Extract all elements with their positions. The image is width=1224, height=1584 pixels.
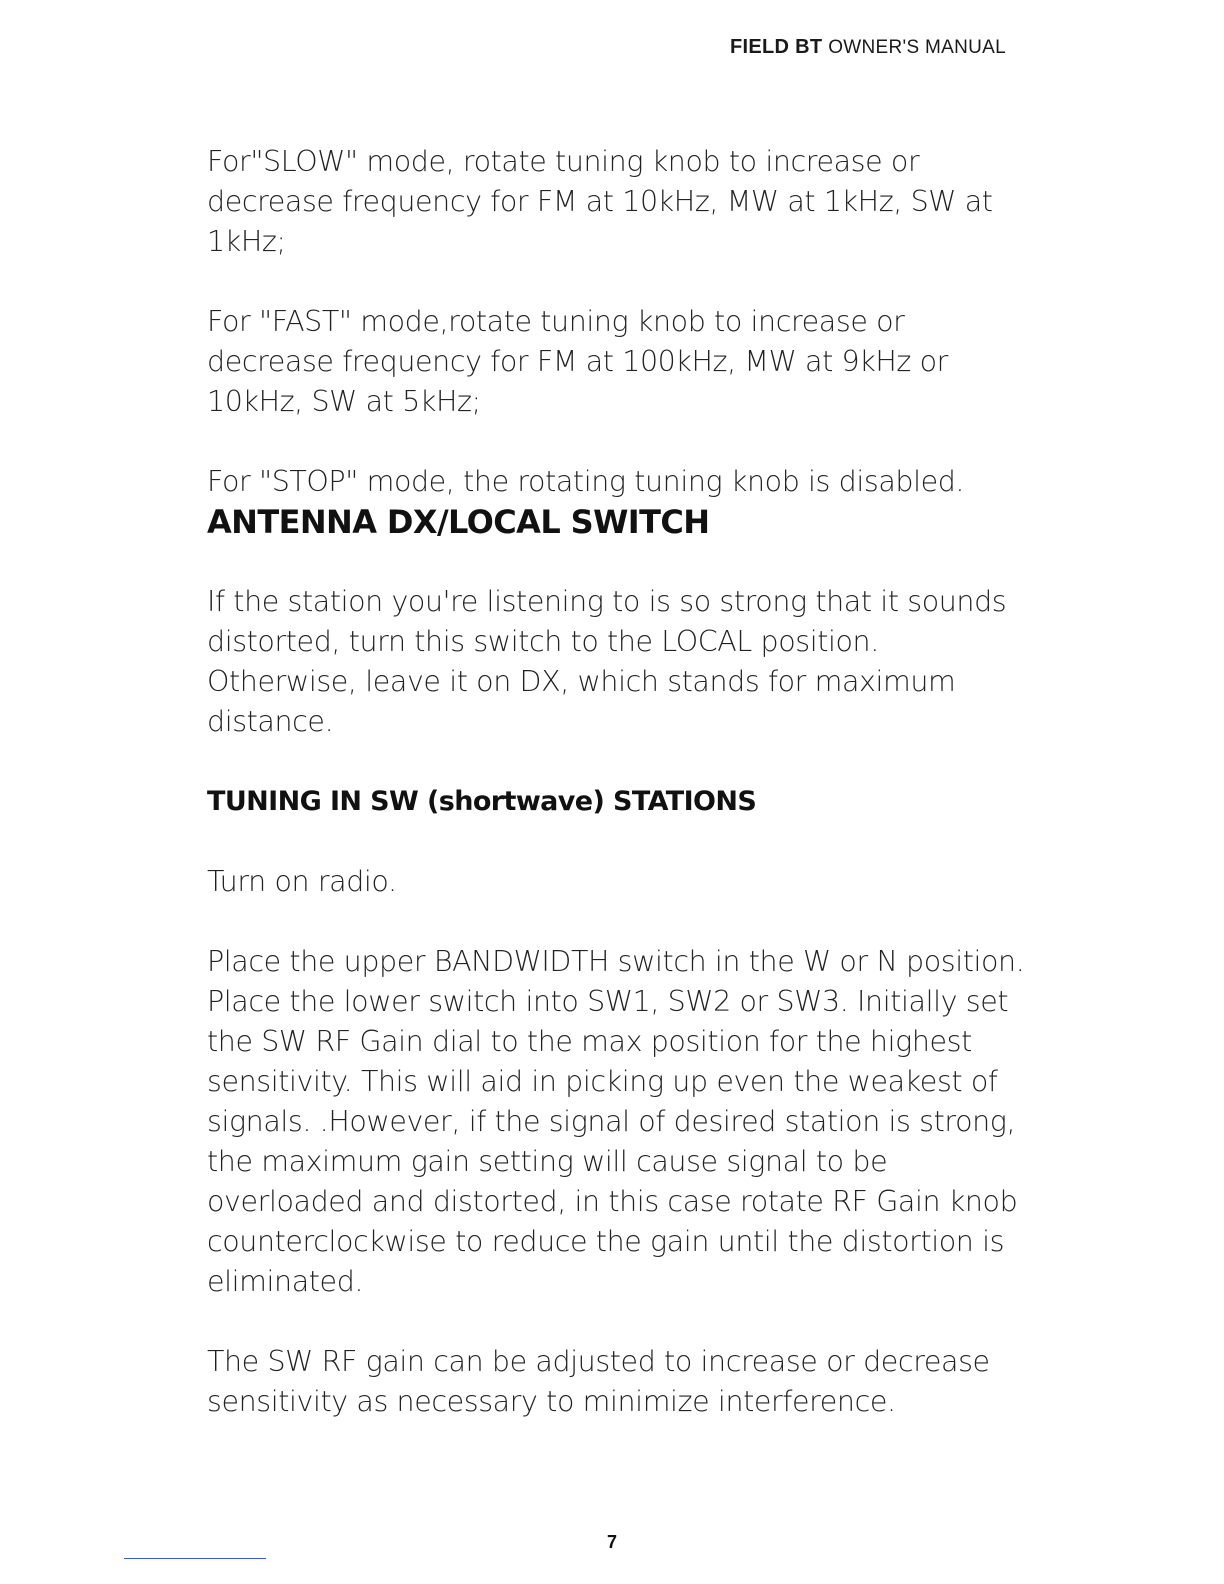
paragraph-stop-mode: For "STOP" mode, the rotating tuning knob is disabled.: [207, 465, 965, 498]
paragraph-fast-mode: For "FAST" mode,rotate tuning knob to increase or decrease frequency for FM at 100kHz, MW at 9kHz or 10kHz, SW at 5kHz;: [207, 305, 948, 418]
heading-antenna-switch: ANTENNA DX/LOCAL SWITCH: [207, 503, 710, 541]
page-body: [207, 142, 1027, 1422]
paragraph-slow-mode: For"SLOW" mode, rotate tuning knob to increase or decrease frequency for FM at 10kHz, MW at 1kHz, SW at 1kHz;: [207, 145, 993, 258]
header-doc-title: OWNER'S MANUAL: [828, 37, 1006, 58]
paragraph-turn-on: Turn on radio.: [207, 865, 397, 898]
heading-tuning-sw: TUNING IN SW (shortwave) STATIONS: [207, 786, 757, 817]
paragraph-bandwidth: Place the upper BANDWIDTH switch in the W or N position. Place the lower switch into SW1, SW2 or SW3. Initially set the SW RF Gain dial to the max position for the highest sensitivity. This will aid in picking up even the weakest of signals. .However, if the signal of desired station is strong, the maximum gain setting will cause signal to be overloaded and distorted, in this case rotate RF Gain knob counterclockwise to reduce the gain until the distortion is eliminated.: [207, 945, 1025, 1298]
page-number: 7: [606, 1532, 617, 1552]
footer-rule: [124, 1558, 266, 1559]
paragraph-antenna: If the station you're listening to is so strong that it sounds distorted, turn this switch to the LOCAL position. Otherwise, leave it on DX, which stands for maximum distance.: [207, 585, 1007, 738]
header-brand: FIELD BT: [729, 36, 823, 58]
running-header: [730, 36, 1006, 59]
paragraph-rf-gain: The SW RF gain can be adjusted to increase or decrease sensitivity as necessary to minimize interference.: [207, 1345, 990, 1418]
